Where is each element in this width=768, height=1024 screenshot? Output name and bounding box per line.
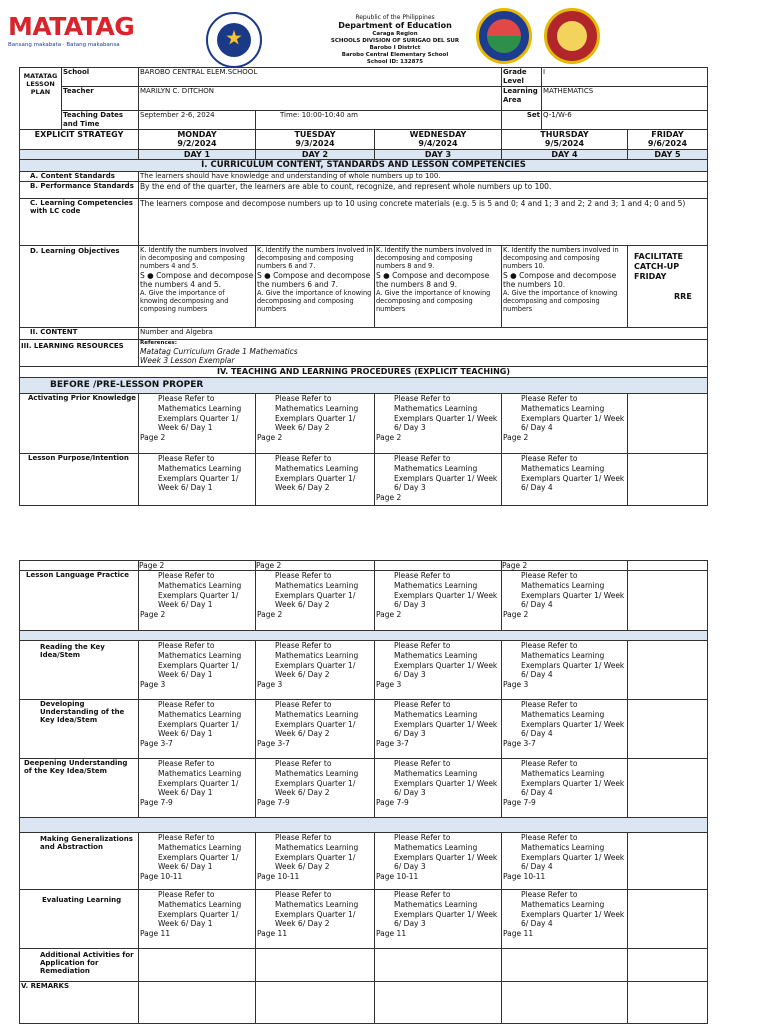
day-label-blank xyxy=(20,150,139,160)
ref-text: Please Refer to Mathematics Learning Exemplars Quarter 1/ Week 6/ Day 3 xyxy=(394,394,498,433)
day-name: THURSDAY xyxy=(540,130,589,139)
page-ref: Page 11 xyxy=(257,929,288,939)
ref-text: Please Refer to Mathematics Learning Exemplars Quarter 1/ Week 6/ Day 2 xyxy=(275,759,359,798)
objective-s: S ● Compose and decompose the numbers 8 and 9. xyxy=(376,270,490,289)
deepening-day-1 xyxy=(139,759,256,818)
division-seal-icon xyxy=(476,8,532,64)
page-ref: Page 7-9 xyxy=(376,798,409,808)
ref-text: Please Refer to Mathematics Learning Exemplars Quarter 1/ Week 6/ Day 1 xyxy=(158,641,242,680)
ref-text: Please Refer to Mathematics Learning Exemplars Quarter 1/ Week 6/ Day 1 xyxy=(158,890,242,929)
making-day-2 xyxy=(256,833,375,890)
content-label: II. CONTENT xyxy=(20,328,139,340)
divider-band xyxy=(20,631,708,641)
page-ref: Page 7-9 xyxy=(257,798,290,808)
ref-text: Please Refer to Mathematics Learning Exemplars Quarter 1/ Week 6/ Day 4 xyxy=(521,571,625,610)
deped-seal-icon xyxy=(206,12,262,68)
purpose-page-2: Page 2 xyxy=(256,561,375,571)
additional-day-5 xyxy=(628,949,708,982)
evaluating-day-5 xyxy=(628,890,708,949)
ref-text: Please Refer to Mathematics Learning Exemplars Quarter 1/ Week 6/ Day 3 xyxy=(394,833,498,872)
remarks-label: V. REMARKS xyxy=(20,982,139,1024)
remarks-day-5 xyxy=(628,982,708,1024)
page-ref: Page 3-7 xyxy=(257,739,290,749)
evaluating-label: Evaluating Learning xyxy=(20,890,139,949)
remarks-day-4 xyxy=(502,982,628,1024)
making-day-3 xyxy=(375,833,502,890)
additional-day-3 xyxy=(375,949,502,982)
dates-label: Teaching Dates and Time xyxy=(62,111,139,130)
content-standards-value: The learners should have knowledge and understanding of whole numbers up to 100. xyxy=(139,172,708,182)
activating-day-4 xyxy=(502,394,628,454)
ref-text: Please Refer to Mathematics Learning Exemplars Quarter 1/ Week 6/ Day 2 xyxy=(275,394,359,433)
dates-value: September 2-6, 2024 xyxy=(139,111,256,130)
content-value: Number and Algebra xyxy=(139,328,708,340)
page-ref: Page 3 xyxy=(140,680,166,690)
letterhead xyxy=(290,14,500,66)
page-ref: Page 3-7 xyxy=(503,739,536,749)
objective-a: A. Give the importance of knowing decomposing and composing numbers xyxy=(140,288,229,314)
ref-text: Please Refer to Mathematics Learning Exemplars Quarter 1/ Week 6/ Day 1 xyxy=(158,700,242,739)
making-day-1 xyxy=(139,833,256,890)
page-ref: Page 2 xyxy=(140,433,166,443)
evaluating-day-2 xyxy=(256,890,375,949)
additional-label: Additional Activities for Application for Remediation xyxy=(20,949,139,982)
objective-a: A. Give the importance of knowing decomposing and composing numbers xyxy=(257,288,372,314)
developing-day-2 xyxy=(256,700,375,759)
language-label: Lesson Language Practice xyxy=(20,571,139,631)
developing-day-5 xyxy=(628,700,708,759)
language-day-1 xyxy=(139,571,256,631)
reading-day-2 xyxy=(256,641,375,700)
evaluating-day-4 xyxy=(502,890,628,949)
ref-text: Please Refer to Mathematics Learning Exemplars Quarter 1/ Week 6/ Day 4 xyxy=(521,890,625,929)
resources-value xyxy=(139,340,708,367)
references-label: References: xyxy=(140,340,177,346)
day-name: WEDNESDAY xyxy=(409,130,467,139)
department-text: Department of Education xyxy=(338,21,452,30)
reading-day-5 xyxy=(628,641,708,700)
objective-day-5 xyxy=(628,246,708,328)
page-ref: Page 3 xyxy=(376,680,402,690)
page-ref: Page 2 xyxy=(257,433,283,443)
reference-1: Matatag Curriculum Grade 1 Mathematics xyxy=(140,347,298,356)
purpose-page-3 xyxy=(375,561,502,571)
day-label-4: DAY 4 xyxy=(502,150,628,160)
page-ref: Page 11 xyxy=(140,929,171,939)
day-friday xyxy=(628,130,708,150)
ref-text: Please Refer to Mathematics Learning Exemplars Quarter 1/ Week 6/ Day 2 xyxy=(275,454,359,493)
performance-value: By the end of the quarter, the learners are able to count, recognize, and represent whole numbers up to 100. xyxy=(139,182,708,199)
ref-text: Please Refer to Mathematics Learning Exemplars Quarter 1/ Week 6/ Day 4 xyxy=(521,700,625,739)
school-id-text: School ID: 132875 xyxy=(366,59,424,65)
objective-day-1 xyxy=(139,246,256,328)
day-thursday xyxy=(502,130,628,150)
language-day-3 xyxy=(375,571,502,631)
ref-text: Please Refer to Mathematics Learning Exemplars Quarter 1/ Week 6/ Day 3 xyxy=(394,641,498,680)
deepening-day-5 xyxy=(628,759,708,818)
developing-day-4 xyxy=(502,700,628,759)
grade-value: I xyxy=(542,68,708,87)
page-ref: Page 3-7 xyxy=(376,739,409,749)
purpose-page-5 xyxy=(628,561,708,571)
ref-text: Please Refer to Mathematics Learning Exemplars Quarter 1/ Week 6/ Day 3 xyxy=(394,571,498,610)
page-ref: Page 7-9 xyxy=(140,798,173,808)
page-ref: Page 3-7 xyxy=(140,739,173,749)
performance-label: B. Performance Standards xyxy=(20,182,139,199)
ref-text: Please Refer to Mathematics Learning Exemplars Quarter 1/ Week 6/ Day 3 xyxy=(394,454,498,493)
republic-text: Republic of the Philippines xyxy=(355,14,435,21)
day-wednesday xyxy=(375,130,502,150)
evaluating-day-3 xyxy=(375,890,502,949)
objective-day-2 xyxy=(256,246,375,328)
making-day-5 xyxy=(628,833,708,890)
deepening-day-3 xyxy=(375,759,502,818)
competencies-label: C. Learning Competencies with LC code xyxy=(20,199,139,246)
strategy-label: EXPLICIT STRATEGY xyxy=(20,130,139,150)
ref-text: Please Refer to Mathematics Learning Exemplars Quarter 1/ Week 6/ Day 2 xyxy=(275,700,359,739)
developing-day-3 xyxy=(375,700,502,759)
page-ref: Page 2 xyxy=(376,610,402,620)
page-ref: Page 2 xyxy=(376,493,402,503)
activating-label: Activating Prior Knowledge xyxy=(20,394,139,454)
page-ref: Page 2 xyxy=(257,610,283,620)
area-value: MATHEMATICS xyxy=(542,87,708,111)
ref-text: Please Refer to Mathematics Learning Exemplars Quarter 1/ Week 6/ Day 2 xyxy=(275,833,359,872)
purpose-page-4: Page 2 xyxy=(502,561,628,571)
area-label: Learning Area xyxy=(502,87,542,111)
section-4-title: IV. TEACHING AND LEARNING PROCEDURES (EXPLICIT TEACHING) xyxy=(20,367,708,378)
purpose-page-1: Page 2 xyxy=(139,561,256,571)
district-text: Barobo I District xyxy=(369,45,421,51)
rre-note: RRE xyxy=(674,292,692,301)
matatag-wordmark: MATATAG xyxy=(8,12,135,41)
remarks-day-2 xyxy=(256,982,375,1024)
objective-s: S ● Compose and decompose the numbers 10. xyxy=(503,270,617,289)
before-lesson-heading: BEFORE /PRE-LESSON PROPER xyxy=(20,378,708,394)
making-label: Making Generalizations and Abstraction xyxy=(20,833,139,890)
ref-text: Please Refer to Mathematics Learning Exemplars Quarter 1/ Week 6/ Day 1 xyxy=(158,833,242,872)
objective-s: S ● Compose and decompose the numbers 6 and 7. xyxy=(257,270,371,289)
divider-band xyxy=(20,818,708,833)
document-header xyxy=(0,0,768,66)
language-day-4 xyxy=(502,571,628,631)
school-value: BAROBO CENTRAL ELEM.SCHOOL xyxy=(139,68,502,87)
ref-text: Please Refer to Mathematics Learning Exemplars Quarter 1/ Week 6/ Day 4 xyxy=(521,641,625,680)
ref-text: Please Refer to Mathematics Learning Exemplars Quarter 1/ Week 6/ Day 4 xyxy=(521,454,625,493)
page-ref: Page 10-11 xyxy=(503,872,546,882)
ref-text: Please Refer to Mathematics Learning Exemplars Quarter 1/ Week 6/ Day 4 xyxy=(521,759,625,798)
set-label: Set xyxy=(502,111,542,130)
page-ref: Page 10-11 xyxy=(376,872,419,882)
ref-text: Please Refer to Mathematics Learning Exemplars Quarter 1/ Week 6/ Day 2 xyxy=(275,641,359,680)
activating-day-2 xyxy=(256,394,375,454)
day-date: 9/6/2024 xyxy=(647,139,688,148)
purpose-day-3 xyxy=(375,454,502,506)
language-day-5 xyxy=(628,571,708,631)
reading-day-1 xyxy=(139,641,256,700)
lesson-plan-table-bottom xyxy=(19,560,708,1024)
purpose-label: Lesson Purpose/Intention xyxy=(20,454,139,506)
teacher-label: Teacher xyxy=(62,87,139,111)
day-date: 9/3/2024 xyxy=(295,139,335,148)
page-ref: Page 10-11 xyxy=(140,872,183,882)
ref-text: Please Refer to Mathematics Learning Exemplars Quarter 1/ Week 6/ Day 4 xyxy=(521,394,625,433)
day-date: 9/4/2024 xyxy=(418,139,458,148)
ref-text: Please Refer to Mathematics Learning Exemplars Quarter 1/ Week 6/ Day 3 xyxy=(394,700,498,739)
activating-day-3 xyxy=(375,394,502,454)
reference-2: Week 3 Lesson Exemplar xyxy=(140,356,235,365)
page-ref: Page 3 xyxy=(257,680,283,690)
day-tuesday xyxy=(256,130,375,150)
deepening-day-2 xyxy=(256,759,375,818)
page-ref: Page 2 xyxy=(140,610,166,620)
objective-a: A. Give the importance of knowing decomposing and composing numbers xyxy=(376,288,491,314)
competencies-value: The learners compose and decompose numbers up to 10 using concrete materials (e.g. 5 is 5 and 0; 4 and 1; 3 and 2; 2 and 3; 1 and 4; 0 and 5) xyxy=(139,199,708,246)
matatag-tagline: Bansang makabata · Batang makabansa xyxy=(8,42,120,48)
day-monday xyxy=(139,130,256,150)
school-label: School xyxy=(62,68,139,87)
additional-day-4 xyxy=(502,949,628,982)
additional-day-1 xyxy=(139,949,256,982)
page-row-label xyxy=(20,561,139,571)
page-ref: Page 10-11 xyxy=(257,872,300,882)
objectives-label: D. Learning Objectives xyxy=(20,246,139,328)
additional-day-2 xyxy=(256,949,375,982)
school-name-text: Barobo Central Elementary School xyxy=(341,52,449,58)
grade-label: Grade Level xyxy=(502,68,542,87)
school-seal-icon xyxy=(544,8,600,64)
objective-k: K. Identify the numbers involved in decomposing and composing numbers 8 and 9. xyxy=(376,246,492,271)
plan-label: MATATAG LESSON PLAN xyxy=(20,68,62,130)
purpose-day-2 xyxy=(256,454,375,506)
activating-day-1 xyxy=(139,394,256,454)
developing-label: Developing Understanding of the Key Idea/Stem xyxy=(20,700,139,759)
day-label-2: DAY 2 xyxy=(256,150,375,160)
ref-text: Please Refer to Mathematics Learning Exemplars Quarter 1/ Week 6/ Day 1 xyxy=(158,571,242,610)
region-text: Caraga Region xyxy=(372,31,418,37)
objective-a: A. Give the importance of knowing decomposing and composing numbers xyxy=(503,288,618,314)
deepening-label: Deepening Understanding of the Key Idea/Stem xyxy=(20,759,139,818)
ref-text: Please Refer to Mathematics Learning Exemplars Quarter 1/ Week 6/ Day 2 xyxy=(275,571,359,610)
objective-k: K. Identify the numbers involved in decomposing and composing numbers 4 and 5. xyxy=(140,246,248,271)
activating-day-5 xyxy=(628,394,708,454)
purpose-day-5 xyxy=(628,454,708,506)
page-ref: Page 3 xyxy=(503,680,529,690)
catch-up-friday-note: FACILITATE CATCH-UP FRIDAY xyxy=(634,252,683,281)
ref-text: Please Refer to Mathematics Learning Exemplars Quarter 1/ Week 6/ Day 3 xyxy=(394,890,498,929)
division-text: SCHOOLS DIVISION OF SURIGAO DEL SUR xyxy=(330,38,460,44)
objective-day-4 xyxy=(502,246,628,328)
day-label-5: DAY 5 xyxy=(628,150,708,160)
content-standards-label: A. Content Standards xyxy=(20,172,139,182)
teacher-value: MARILYN C. DITCHON xyxy=(139,87,502,111)
ref-text: Please Refer to Mathematics Learning Exemplars Quarter 1/ Week 6/ Day 2 xyxy=(275,890,359,929)
day-name: FRIDAY xyxy=(651,130,684,139)
day-name: TUESDAY xyxy=(294,130,336,139)
time-value: Time: 10:00-10:40 am xyxy=(256,111,502,130)
objective-k: K. Identify the numbers involved in decomposing and composing numbers 10. xyxy=(503,246,619,271)
making-day-4 xyxy=(502,833,628,890)
remarks-day-1 xyxy=(139,982,256,1024)
day-label-3: DAY 3 xyxy=(375,150,502,160)
resources-label: III. LEARNING RESOURCES xyxy=(20,340,139,367)
reading-label: Reading the Key Idea/Stem xyxy=(20,641,139,700)
objective-k: K. Identify the numbers involved in decomposing and composing numbers 6 and 7. xyxy=(257,246,373,271)
purpose-day-4 xyxy=(502,454,628,506)
language-day-2 xyxy=(256,571,375,631)
set-value: Q-1/W-6 xyxy=(542,111,708,130)
page-ref: Page 11 xyxy=(376,929,407,939)
section-1-title: I. CURRICULUM CONTENT, STANDARDS AND LESSON COMPETENCIES xyxy=(20,160,708,172)
ref-text: Please Refer to Mathematics Learning Exemplars Quarter 1/ Week 6/ Day 1 xyxy=(158,394,242,433)
developing-day-1 xyxy=(139,700,256,759)
lesson-plan-table-top xyxy=(19,67,708,506)
page-ref: Page 2 xyxy=(376,433,402,443)
purpose-day-1 xyxy=(139,454,256,506)
page-ref: Page 2 xyxy=(503,610,529,620)
evaluating-day-1 xyxy=(139,890,256,949)
page-ref: Page 11 xyxy=(503,929,534,939)
remarks-day-3 xyxy=(375,982,502,1024)
objective-day-3 xyxy=(375,246,502,328)
deepening-day-4 xyxy=(502,759,628,818)
ref-text: Please Refer to Mathematics Learning Exemplars Quarter 1/ Week 6/ Day 1 xyxy=(158,759,242,798)
objective-s: S ● Compose and decompose the numbers 4 and 5. xyxy=(140,270,254,289)
ref-text: Please Refer to Mathematics Learning Exemplars Quarter 1/ Week 6/ Day 1 xyxy=(158,454,242,493)
page-ref: Page 2 xyxy=(503,433,529,443)
matatag-logo xyxy=(8,14,158,54)
day-date: 9/2/2024 xyxy=(177,139,217,148)
ref-text: Please Refer to Mathematics Learning Exemplars Quarter 1/ Week 6/ Day 3 xyxy=(394,759,498,798)
day-label-1: DAY 1 xyxy=(139,150,256,160)
day-date: 9/5/2024 xyxy=(544,139,585,148)
reading-day-4 xyxy=(502,641,628,700)
page-ref: Page 7-9 xyxy=(503,798,536,808)
day-name: MONDAY xyxy=(177,130,217,139)
ref-text: Please Refer to Mathematics Learning Exemplars Quarter 1/ Week 6/ Day 4 xyxy=(521,833,625,872)
reading-day-3 xyxy=(375,641,502,700)
